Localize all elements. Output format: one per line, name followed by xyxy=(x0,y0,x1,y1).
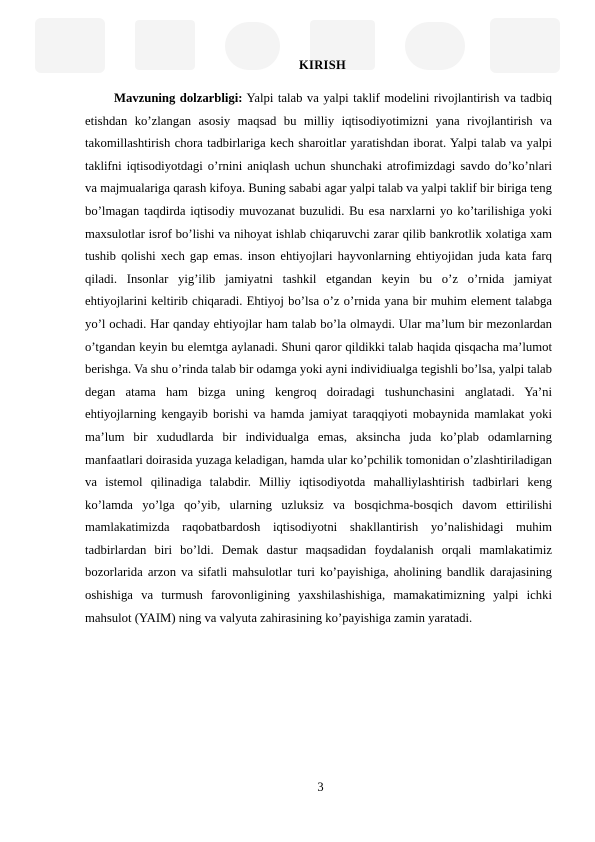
section-heading: KIRISH xyxy=(299,58,346,72)
page-number: 3 xyxy=(317,780,324,794)
lead-label: Mavzuning dolzarbligi: xyxy=(114,91,243,105)
paragraph-text: Yalpi talab va yalpi taklif modelini rivojlantirish va tadbiq etishdan ko’zlangan asosiy maqsad bu milliy iqtisodiyotimizni yana rivojlantirish va takomillashtirish chora tadbirlariga kech sharoitlar yaratishdan iborat. Yalpi talab va yalpi taklifni iqtisodiyotdagi o’rnini aniqlash uchun shunchaki atrofimizdagi savdo do’ko’nlari va majmualariga qarash kifoya. Buning sababi agar yalpi talab va yalpi taklif bir biriga teng bo’lmagan taqdirda iqtisodiy muvozanat buzulidi. Bu esa narxlarni yo ko’tarilishiga yoki maxsulotlar isrof bo’lishi va nihoyat ishlab chiqaruvchi zarar qilib bankrotlik xolatiga xam tushib qolishi xech gap emas. inson ehtiyojlari hayvonlarning ehtiyojidan juda kata farq qiladi. Insonlar yig’ilib jamiyatni tashkil etgandan keyin bu o’z o’rnida jamiyat ehtiyojlarini keltirib chiqaradi. Ehtiyoj bo’lsa o’z o’rnida yana bir muhim element talabga yo’l ochadi. Har qanday ehtiyojlar ham talab bo’la olmaydi. Ular ma’lum bir mezonlardan o’tgandan keyin bu elemtga aylanadi. Shuni qaror qildikki talab haqida qisqacha ma’lumot berishga. Va shu o’rinda talab bir odamga yoki ayni individiualga tegishli bo’lsa, yalpi talab degan atama ham bizga uning kengroq doiradagi tushunchasini anglatadi. Ya’ni ehtiyojlarning kengayib borishi va hamda jamiyat taraqqiyoti mobaynida mamlakat yoki ma’lum bir xududlarda bir individualga emas, aksincha juda ko’plab odamlarning manfaatlari doirasida yuzaga keladigan, hamda ular ko’pchilik tomonidan o’zlashtiriladigan va istemol qilinadiga talabdir. Milliy iqtisodiyotda mahalliylashtirish tadbirlari keng ko’lamda yo’lga qo’yib, ularning uzluksiz va bosqichma-bosqich davom ettirilishi mamlakatimizda raqobatbardosh iqtisodiyotni shakllantirish yo’nalishidagi muhim tadbirlardan biri bo’ldi. Demak dastur maqsadidan foydalanish orqali mamlakatimiz bozorlarida arzon va sifatli mahsulotlar turi ko’payishiga, aholining bandlik darajasining oshishiga va turmush farovonligining yaxshilashishiga, mamakatimizning yalpi ichki mahsulot (YAIM) ning va valyuta zahirasining ko’payishiga zamin yaratadi. xyxy=(85,91,552,625)
body-paragraph xyxy=(85,87,552,629)
